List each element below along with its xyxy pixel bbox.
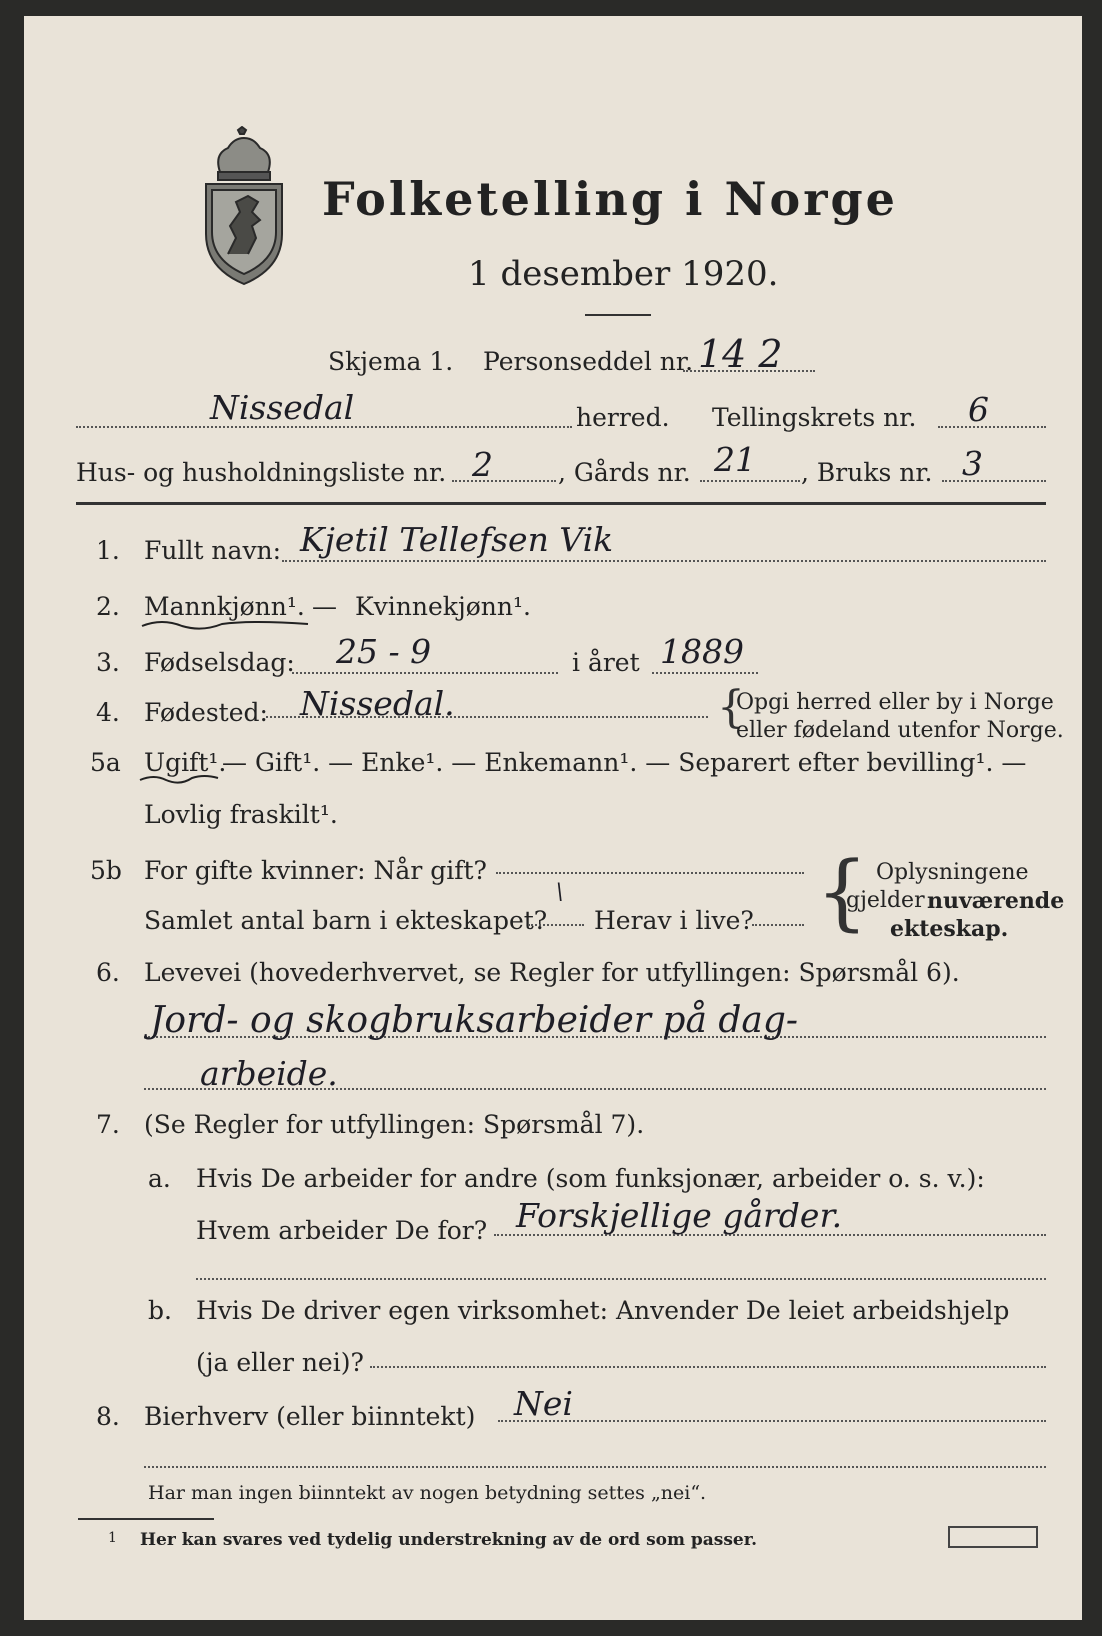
form-title: Folketelling i Norge xyxy=(322,172,898,226)
bruks-line xyxy=(942,480,1046,482)
q5b-alive-label: Herav i live? xyxy=(594,906,754,935)
printer-stamp-logo xyxy=(948,1526,1038,1548)
q2-option-female[interactable]: Kvinnekjønn¹. xyxy=(355,592,531,621)
personseddel-value[interactable]: 14 2 xyxy=(698,332,783,376)
q5b-when-married-line xyxy=(496,872,804,874)
q5b-children-line xyxy=(528,924,584,926)
q8-number: 8. xyxy=(96,1402,120,1431)
q7a-sub-label: Hvem arbeider De for? xyxy=(196,1216,488,1245)
q6-label: Levevei (hovederhvervet, se Regler for utfyllingen: Spørsmål 6). xyxy=(144,958,960,987)
tellingskrets-value[interactable]: 6 xyxy=(968,390,989,429)
q1-label: Fullt navn: xyxy=(144,536,282,565)
gards-label: , Gårds nr. xyxy=(558,458,691,487)
q7b-letter: b. xyxy=(148,1296,172,1325)
q7a-letter: a. xyxy=(148,1164,171,1193)
gards-line xyxy=(700,480,800,482)
q3-number: 3. xyxy=(96,648,120,677)
q6-value-line2[interactable]: arbeide. xyxy=(200,1054,338,1093)
q2-separator: — xyxy=(312,592,337,621)
census-date: 1 desember 1920. xyxy=(468,254,779,294)
norwegian-coat-of-arms-icon xyxy=(198,126,290,286)
q6-value-line1[interactable]: Jord- og skogbruksarbeider på dag- xyxy=(150,1000,799,1041)
q8-line1 xyxy=(498,1420,1046,1422)
q2-number: 2. xyxy=(96,592,120,621)
q5a-other-options[interactable]: — Gift¹. — Enke¹. — Enkemann¹. — Separert efter bevilling¹. — xyxy=(222,748,1027,777)
tellingskrets-label: Tellingskrets nr. xyxy=(712,403,917,432)
hus-value[interactable]: 2 xyxy=(472,445,493,484)
q4-note-line2: eller fødeland utenfor Norge. xyxy=(736,718,1064,743)
q5b-alive-line xyxy=(752,924,804,926)
q4-value[interactable]: Nissedal. xyxy=(300,684,455,723)
q5b-when-married-label: For gifte kvinner: Når gift? xyxy=(144,856,487,885)
footnote-text: Her kan svares ved tydelig understrekning av de ord som passer. xyxy=(140,1530,758,1550)
footnote-rule xyxy=(78,1518,214,1520)
q2-handwritten-underline xyxy=(140,618,310,632)
q3-label: Fødselsdag: xyxy=(144,648,295,677)
q5b-note-line2-b: nuværende xyxy=(927,888,1065,914)
q1-number: 1. xyxy=(96,536,120,565)
q8-value[interactable]: Nei xyxy=(514,1384,573,1423)
q6-number: 6. xyxy=(96,958,120,987)
gards-value[interactable]: 21 xyxy=(714,440,756,479)
q5a-option-unmarried[interactable]: Ugift¹. xyxy=(144,748,227,777)
q4-number: 4. xyxy=(96,698,120,727)
q8-note: Har man ingen biinntekt av nogen betydning settes „nei“. xyxy=(148,1482,707,1504)
q5b-children-label: Samlet antal barn i ekteskapet? xyxy=(144,906,548,935)
q2-option-male[interactable]: Mannkjønn¹. xyxy=(144,592,305,621)
q7a-label: Hvis De arbeider for andre (som funksjonær, arbeider o. s. v.): xyxy=(196,1164,985,1193)
q3-line xyxy=(292,672,558,674)
header-rule xyxy=(76,502,1046,505)
q5b-note-line3: ekteskap. xyxy=(890,916,1009,942)
personseddel-label: Personseddel nr. xyxy=(483,347,694,376)
q5b-note-brace: { xyxy=(816,845,869,940)
q4-note-brace: { xyxy=(717,682,745,733)
q4-label: Fødested: xyxy=(144,698,268,727)
hus-label: Hus- og husholdningsliste nr. xyxy=(76,458,447,487)
q7b-line xyxy=(370,1366,1046,1368)
bruks-value[interactable]: 3 xyxy=(962,444,983,483)
title-divider xyxy=(585,314,651,316)
q5b-note-line1: Oplysningene xyxy=(876,860,1029,885)
herred-value[interactable]: Nissedal xyxy=(210,388,355,427)
q1-line xyxy=(282,560,1046,562)
tellingskrets-line xyxy=(938,426,1046,428)
q7-number: 7. xyxy=(96,1110,120,1139)
q3-year-label: i året xyxy=(572,648,640,677)
q3-year-value[interactable]: 1889 xyxy=(660,632,744,671)
q7a-value[interactable]: Forskjellige gårder. xyxy=(516,1196,843,1235)
skjema-label: Skjema 1. xyxy=(328,347,454,376)
q3-value[interactable]: 25 - 9 xyxy=(336,632,432,671)
q7b-label: Hvis De driver egen virksomhet: Anvender De leiet arbeidshjelp xyxy=(196,1296,1010,1325)
q5b-note-line2-a: gjelder xyxy=(846,888,925,913)
q5a-line2[interactable]: Lovlig fraskilt¹. xyxy=(144,800,338,829)
q7b-sub-label: (ja eller nei)? xyxy=(196,1348,364,1377)
q5b-children-value[interactable]: \ xyxy=(556,880,564,905)
bruks-label: , Bruks nr. xyxy=(801,458,933,487)
q1-value[interactable]: Kjetil Tellefsen Vik xyxy=(300,520,614,559)
q7a-line2 xyxy=(196,1278,1046,1280)
q7-label: (Se Regler for utfyllingen: Spørsmål 7). xyxy=(144,1110,645,1139)
q3-year-line xyxy=(652,672,758,674)
footnote-marker: 1 xyxy=(108,1530,117,1546)
q5b-number: 5b xyxy=(90,856,122,885)
q5a-handwritten-underline xyxy=(138,772,220,786)
herred-label: herred. xyxy=(576,403,670,432)
q8-label: Bierhverv (eller biinntekt) xyxy=(144,1402,476,1431)
q8-line2 xyxy=(144,1466,1046,1468)
hus-line xyxy=(452,480,556,482)
q5a-number: 5a xyxy=(90,748,121,777)
q4-note-line1: Opgi herred eller by i Norge xyxy=(736,690,1054,715)
